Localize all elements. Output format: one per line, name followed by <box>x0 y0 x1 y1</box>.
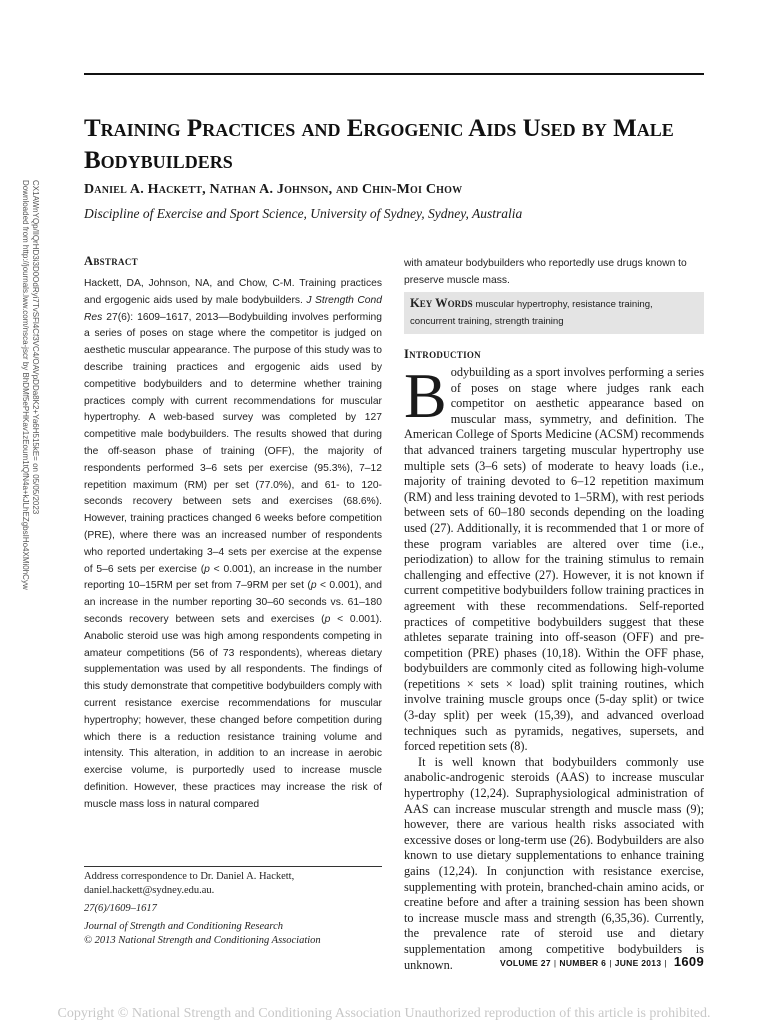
abstract-text-4: < 0.001), and an increase in the number reporting 30–60 seconds vs. 61–180 seconds recovery between sets and exercises ( <box>84 580 382 625</box>
abstract-p-value-1: p <box>204 563 210 575</box>
keywords-label: Key Words <box>410 296 473 310</box>
article-title: Training Practices and Ergogenic Aids Used by Male Bodybuilders <box>84 115 674 174</box>
footer-separator-2: | <box>609 958 612 968</box>
introduction-paragraph-1 <box>404 360 704 755</box>
journal-copyright: © 2013 National Strength and Conditioning Association <box>84 935 321 946</box>
correspondence-note: Address correspondence to Dr. Daniel A. Hackett, daniel.hackett@sydney.edu.au. <box>84 871 295 896</box>
page-number: 1609 <box>673 954 704 969</box>
footer-volume: VOLUME 27 <box>499 958 551 968</box>
abstract-text-3: < 0.001), an increase in the number reporting 10–15RM per set from 7–9RM per set ( <box>84 563 382 592</box>
abstract-p-value-3: p <box>324 613 331 625</box>
footnote-rule <box>84 866 382 867</box>
footnote <box>84 870 382 948</box>
introduction-heading: Introduction <box>404 347 481 361</box>
abstract-body <box>84 276 382 814</box>
page-footer <box>404 954 704 969</box>
download-note-line-2: CX1AWnYQp/IlQrHD3i3D0OdRyi7TvSFl4Cf3VC4/OAVpDDa8K2+Ya6H515kE= on 05/05/2023 <box>31 180 40 515</box>
introduction-body <box>404 360 704 973</box>
footer-date: JUNE 2013 <box>614 958 662 968</box>
copyright-banner: Copyright © National Strength and Conditioning Association Unauthorized reproduction of this article is prohibited. <box>57 1006 711 1021</box>
abstract-journal: J Strength Cond Res <box>84 294 382 323</box>
footer-separator-1: | <box>553 958 557 968</box>
issue-info: 27(6)/1609–1617 <box>84 903 157 914</box>
abstract-heading: Abstract <box>84 254 138 268</box>
abstract-p-value-2: p <box>310 580 317 592</box>
article-authors: Daniel A. Hackett, Nathan A. Johnson, and Chin-Moi Chow <box>84 182 463 197</box>
abstract-text-5: < 0.001). Anabolic steroid use was high among respondents competing in amateur competitions (56 of 73 respondents), whereas dietary supplementation was used by all respondents. The findings of this study demonstrate that competitive bodybuilders comply with current resistance exercise recommendations for muscular hypertrophy; however, these changed before competition during which there is a reduction resistance training volume and intensity. This alteration, in addition to an increase in aerobic exercise volume, is purportedly used to increase muscle definition. However, these practices may increase the risk of muscle mass loss in natural compared <box>84 613 382 810</box>
abstract-continuation: with amateur bodybuilders who reportedly use drugs known to preserve muscle mass. <box>404 258 687 286</box>
article-affiliation: Discipline of Exercise and Sport Science, University of Sydney, Sydney, Australia <box>84 206 523 221</box>
download-note <box>20 180 40 640</box>
download-note-line-1: Downloaded from http://journals.lww.com/nsca-jscr by BhDMf5ePHKav1zEoum1tQfN4a+kJLhEZgbsIHo4XMi0hCyw <box>21 180 30 590</box>
keywords-text: muscular hypertrophy, resistance training, concurrent training, strength training <box>410 299 653 327</box>
abstract-text-1: Hackett, DA, Johnson, NA, and Chow, C-M. Training practices and ergogenic aids used by male bodybuilders. <box>84 278 382 306</box>
top-rule <box>84 73 704 75</box>
drop-cap: B <box>404 360 447 431</box>
footer-separator-3: | <box>664 958 667 968</box>
journal-name: Journal of Strength and Conditioning Research <box>84 921 283 932</box>
abstract-text-2: 27(6): 1609–1617, 2013—Bodybuilding involves performing a series of poses on stage where the competitor is judged on aesthetic muscular appearance. The purpose of this study was to describe training practices and ergogenic aids used by competitive bodybuilders and to determine whether training practices comply with current recommendations for muscular hypertrophy. A web-based survey was completed by 127 competitive male bodybuilders. The results showed that during the off-season phase of training (OFF), the majority of respondents performed 3–6 sets per exercise (95.3%), 7–12 repetition maximum (RM) per set (77.0%), and 61- to 120-seconds recovery between sets and exercises (68.6%). However, training practices changed 6 weeks before competition (PRE), where there was an increased number of respondents who reported undertaking 3–4 sets per exercise at the expense of 5–6 sets per exercise ( <box>84 311 382 575</box>
keywords-box <box>404 292 704 334</box>
footer-number: NUMBER 6 <box>559 958 607 968</box>
introduction-paragraph-2: It is well known that bodybuilders commonly use anabolic-androgenic steroids (AAS) to increase muscular hypertrophy (12,24). Supraphysiological administration of AAS can increase muscular strength and muscle mass (9); however, there are various health risks associated with excessive doses or long-term use (26). Bodybuilders are also known to use dietary supplementations to enhance training gains (12,24). In conjunction with resistance exercise, supplementing with protein, branched-chain amino acids, or creatine before and after a training session has been shown to increase muscle mass and strength (6,35,36). Currently, the prevalence rate of steroid use and dietary supplementation among competitive bodybuilders is unknown. <box>404 754 704 972</box>
introduction-paragraph-1-text: odybuilding as a sport involves performing a series of poses on stage where judges rank each competitor on aesthetic appearance based on muscular mass, symmetry, and definition. The American College of Sports Medicine (ACSM) recommends that advanced trainers targeting muscular hypertrophy use multiple sets (3–6 sets) of moderate to heavy loads (i.e., majority of training devoted to 6–12 repetition maximum (RM) and less training devoted to 1–5RM), with rest periods between sets of 60–180 seconds depending on the loading used (27). Additionally, it is recommended that 1 or more of these program variables are altered over time (i.e., periodization) to allow for the training stimulus to remain challenging and effective (27). However, it is not known if current competitive bodybuilders follow training practices in agreement with these recommendations. Self-reported practices of competitive bodybuilders suggest that these athletes separate training into off-season (OFF) and pre-competition (PRE) phases (10,18). Within the OFF phase, bodybuilders are commonly cited as following high-volume (repetitions × sets × load) split training routines, which involve training muscle groups once (5-day split) or twice (3-day split) per week (15,39), and advanced overload techniques such as pyramids, negatives, supersets, and forced repetition sets (8). <box>404 365 704 754</box>
